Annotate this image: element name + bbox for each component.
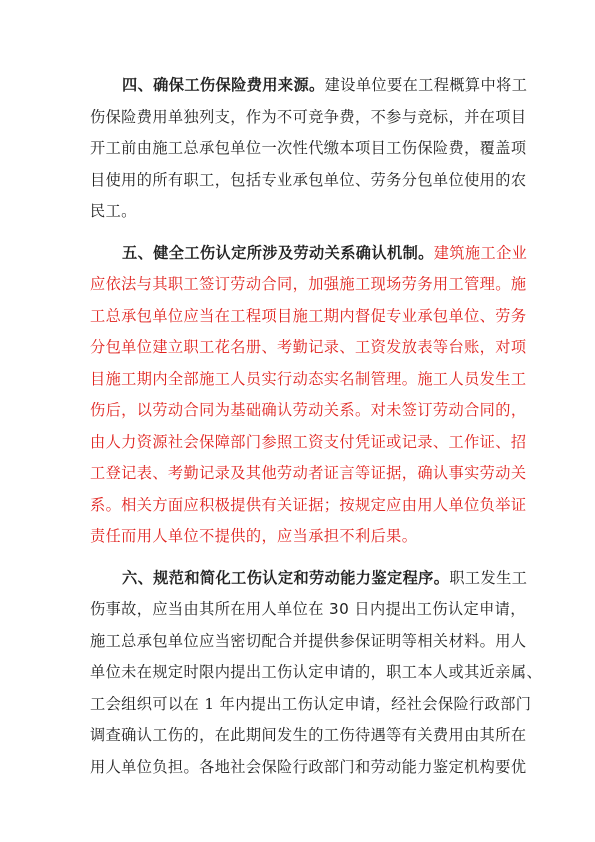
text-span: 由人力资源社会保障部门参照工资支付凭证或记录、工作证、招 bbox=[90, 432, 527, 451]
text-span: 工会组织可以在 1 年内提出工伤认定申请，经社会保险行政部门 bbox=[90, 694, 532, 713]
paragraph-2 bbox=[90, 238, 528, 553]
text-span: 工总承包单位应当在工程项目施工期内督促专业承包单位、劳务 bbox=[90, 306, 527, 325]
text-line bbox=[90, 102, 527, 134]
text-line bbox=[90, 364, 527, 396]
text-line bbox=[90, 165, 527, 197]
text-line bbox=[90, 133, 527, 165]
text-span: 伤保险费用单独列支，作为不可竞争费，不参与竞标，并在项目 bbox=[90, 107, 527, 126]
text-span: 施工总承包单位应当密切配合并提供参保证明等相关材料。用人 bbox=[90, 631, 527, 650]
text-span: 伤事故，应当由其所在用人单位在 30 日内提出工伤认定申请， bbox=[90, 600, 526, 618]
document-body bbox=[90, 70, 543, 783]
paragraph-1 bbox=[90, 70, 528, 228]
text-line bbox=[90, 657, 543, 689]
text-line bbox=[90, 395, 527, 427]
text-line bbox=[90, 689, 532, 721]
text-span: 调查确认工伤的，在此期间发生的工伤待遇等有关费用由其所在 bbox=[90, 726, 527, 744]
text-line bbox=[90, 563, 528, 595]
text-span: 建筑施工企业 bbox=[433, 243, 528, 262]
text-span: 用人单位负担。各地社会保险行政部门和劳动能力鉴定机构要优 bbox=[90, 757, 527, 776]
text-line bbox=[90, 70, 528, 102]
text-span: 开工前由施工总承包单位一次性代缴本项目工伤保险费，覆盖项 bbox=[90, 139, 527, 157]
text-line bbox=[90, 594, 526, 626]
text-span: 目使用的所有职工，包括专业承包单位、劳务分包单位使用的农 bbox=[90, 170, 527, 189]
text-span: 系。相关方面应积极提供有关证据；按规定应由用人单位负举证 bbox=[90, 495, 527, 514]
text-line bbox=[90, 490, 527, 522]
text-line bbox=[90, 269, 527, 301]
text-line bbox=[90, 458, 527, 490]
text-span: 职工发生工 bbox=[449, 568, 528, 587]
text-span: 工登记表、考勤记录及其他劳动者证言等证据，确认事实劳动关 bbox=[90, 464, 527, 482]
paragraph-gap bbox=[90, 553, 510, 563]
text-line bbox=[90, 238, 528, 270]
text-span: 建设单位要在工程概算中将工 bbox=[324, 76, 528, 94]
text-line bbox=[90, 720, 527, 752]
paragraph-gap bbox=[90, 228, 510, 238]
text-span: 民工。 bbox=[90, 202, 137, 220]
text-span: 应依法与其职工签订劳动合同，加强施工现场劳务用工管理。施 bbox=[90, 275, 527, 293]
text-span: 分包单位建立职工花名册、考勤记录、工资发放表等台账， bbox=[90, 338, 496, 356]
text-line bbox=[90, 332, 527, 364]
text-span: 伤后，以劳动合同为基础确认劳动关系。对未签订劳动合同的， bbox=[90, 401, 527, 419]
text-line bbox=[90, 752, 527, 784]
text-span: 目施工期内全部施工人员实行动态实名制管理。施工人员发生工 bbox=[90, 369, 527, 388]
section-heading: 五、健全工伤认定所涉及劳动关系确认机制。 bbox=[122, 243, 434, 262]
section-heading: 六、规范和简化工伤认定和劳动能力鉴定程序。 bbox=[122, 568, 450, 587]
text-line bbox=[90, 301, 527, 333]
text-line bbox=[90, 196, 510, 228]
section-heading: 四、确保工伤保险费用来源。 bbox=[122, 76, 325, 94]
text-line bbox=[90, 521, 510, 553]
paragraph-3 bbox=[90, 563, 543, 784]
text-span: 责任而用人单位不提供的，应当承担不利后果。 bbox=[90, 527, 418, 545]
text-span: 单位未在规定时限内提出工伤认定申请的，职工本人或其近亲属、 bbox=[90, 663, 543, 681]
text-line bbox=[90, 427, 527, 459]
text-span: 对项 bbox=[495, 338, 527, 356]
text-line bbox=[90, 626, 527, 658]
